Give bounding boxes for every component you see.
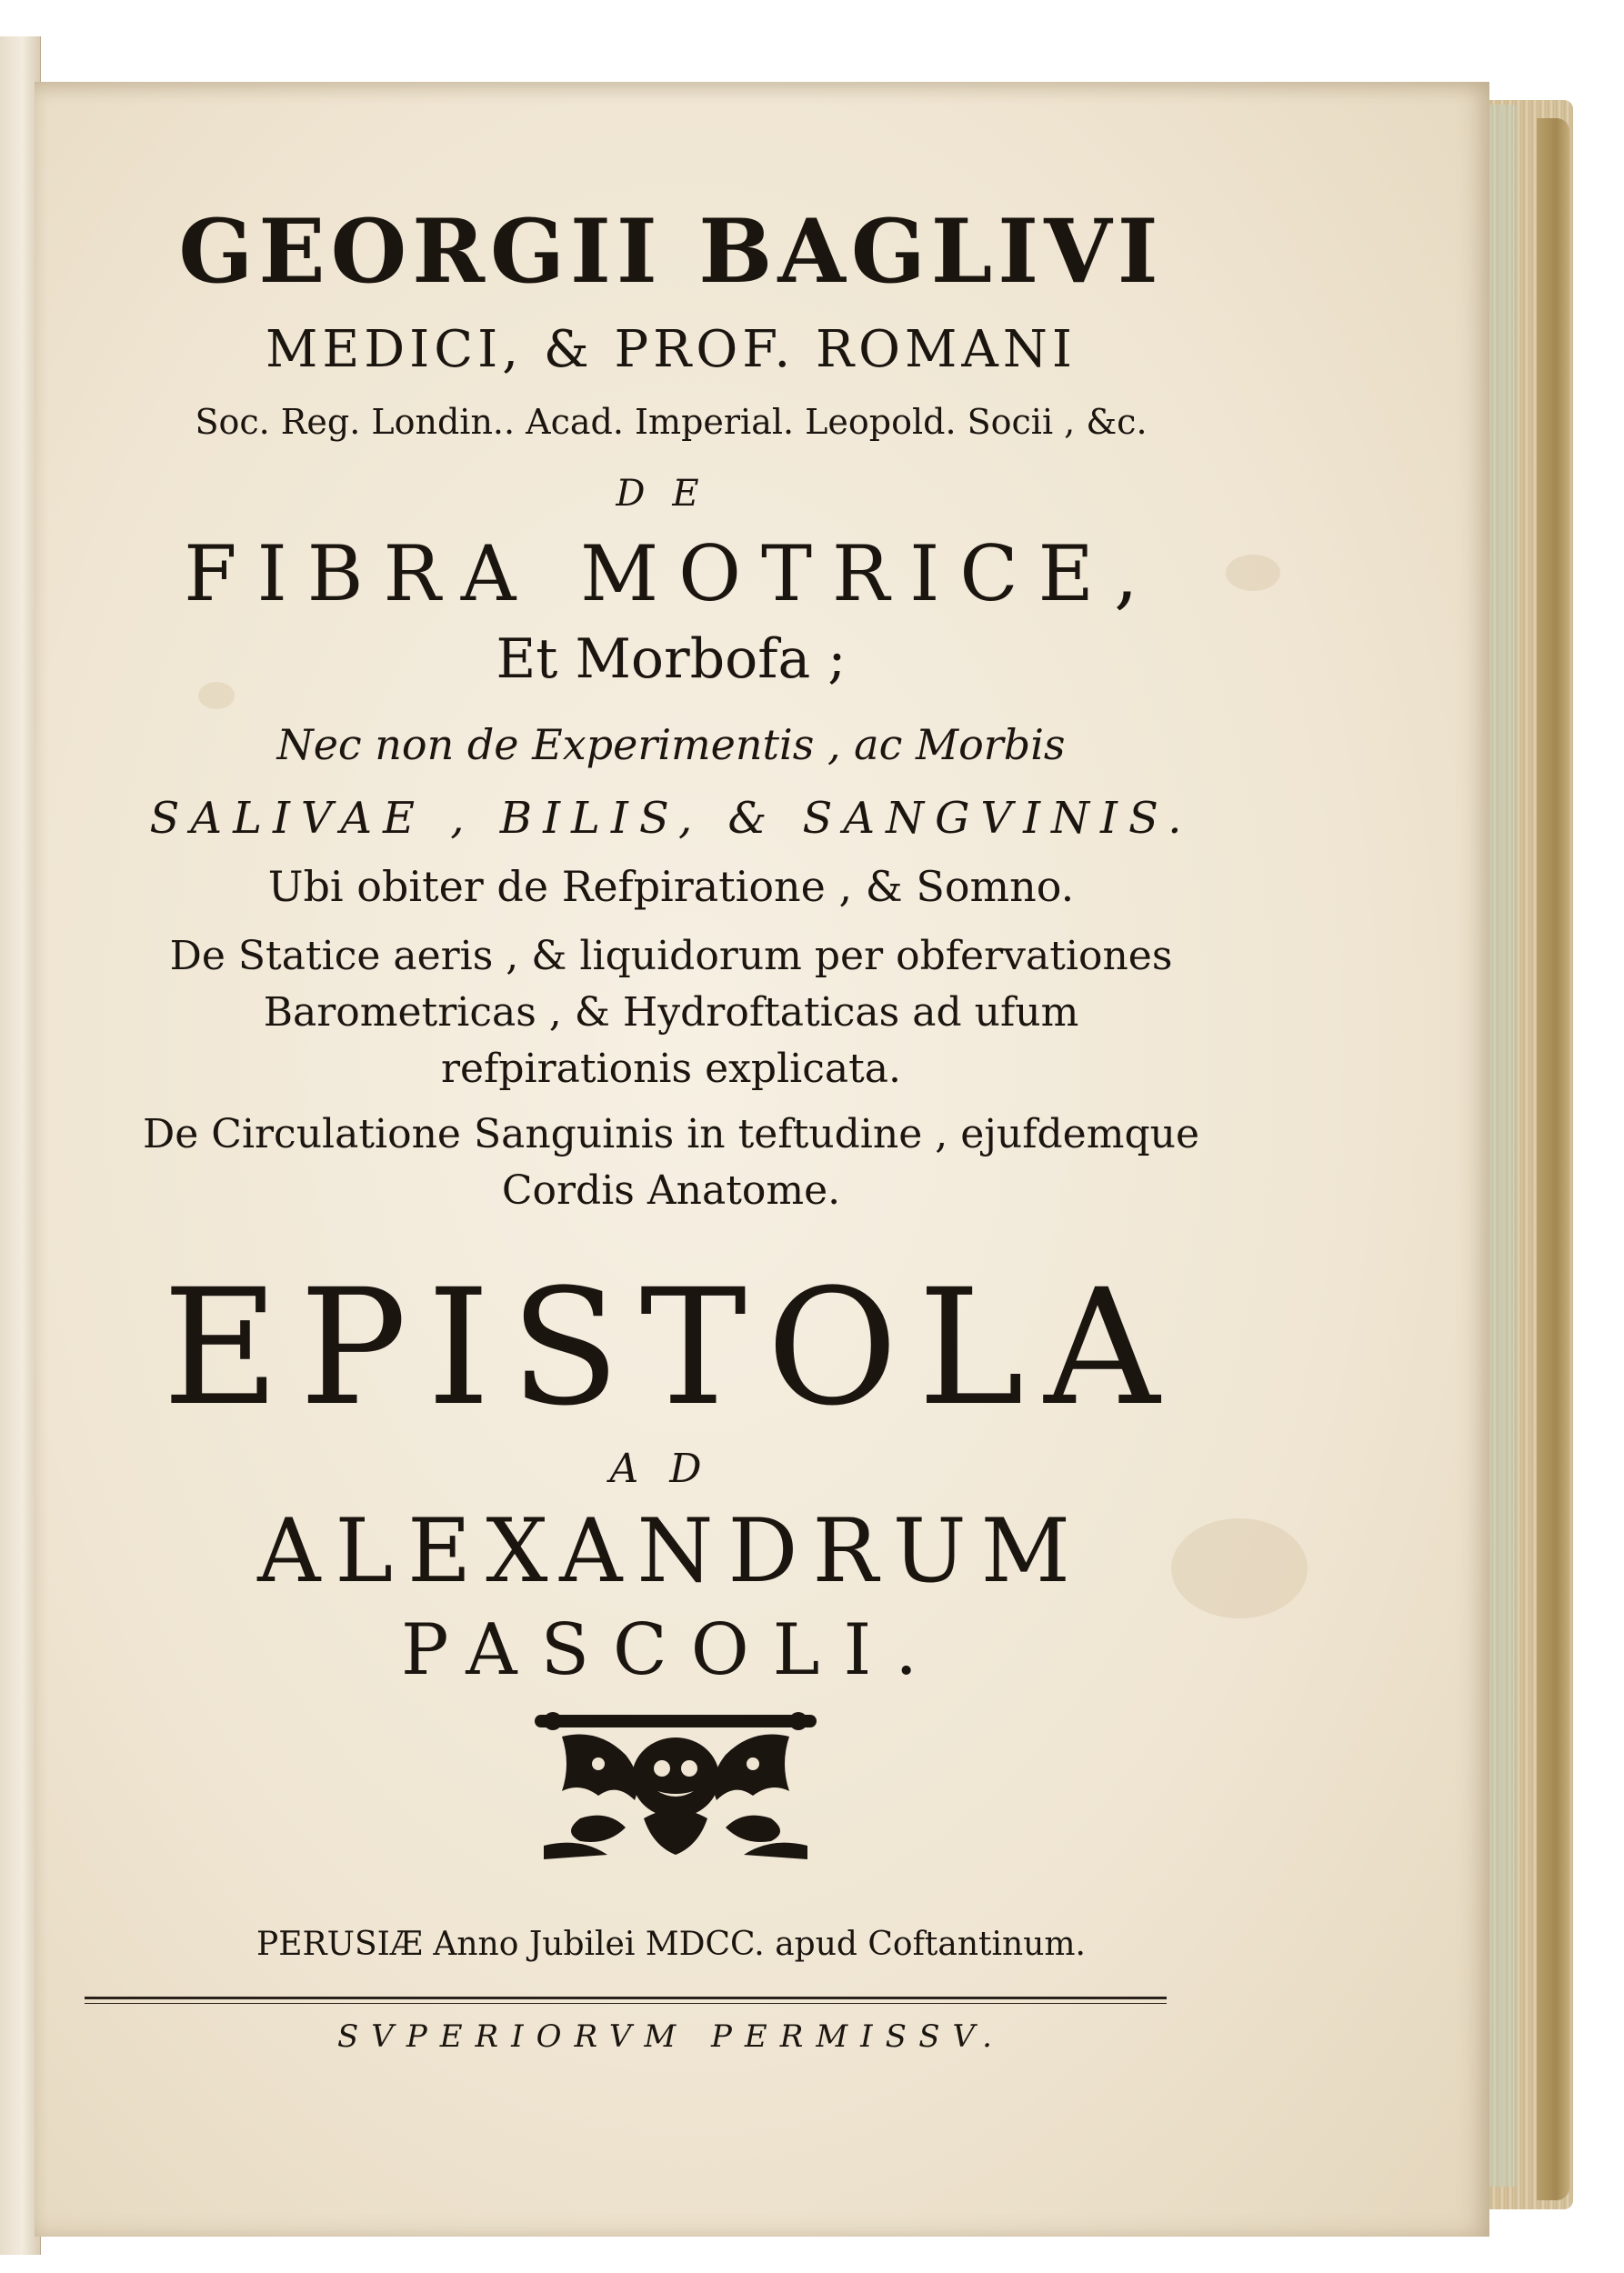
de-heading: DE: [616, 473, 727, 515]
circulation-line: Cordis Anatome.: [501, 1167, 841, 1214]
fluids-line: SALIVAE , BILIS, & SANGVINIS.: [149, 793, 1193, 844]
author-societies: Soc. Reg. Londin.. Acad. Imperial. Leopold. Socii , &c.: [195, 402, 1148, 442]
ubi-line: Ubi obiter de Refpiratione , & Somno.: [267, 862, 1075, 911]
ad-heading: AD: [609, 1446, 733, 1492]
author-name: GEORGII BAGLIVI: [178, 200, 1164, 303]
imprint-line: PERUSIÆ Anno Jubilei MDCC. apud Coftantinum.: [256, 1926, 1086, 1963]
book-cover-edge: [1537, 118, 1569, 2200]
title-page: [35, 82, 1489, 2237]
statice-line: Barometricas , & Hydroftaticas ad ufum: [263, 989, 1079, 1036]
nec-line: Nec non de Experimentis , ac Morbis: [276, 720, 1066, 769]
main-title: FIBRA MOTRICE,: [184, 529, 1158, 618]
printers-ornament-icon: [526, 1709, 826, 1864]
recipient-first-name: ALEXANDRUM: [257, 1500, 1085, 1602]
main-subtitle: Et Morbofa ;: [496, 627, 847, 691]
permissu-line: SVPERIORVM PERMISSV.: [337, 2018, 1005, 2055]
recipient-last-name: PASCOLI.: [400, 1609, 942, 1691]
statice-line: De Statice aeris , & liquidorum per obfervationes: [169, 933, 1173, 979]
statice-line: refpirationis explicata.: [440, 1046, 902, 1092]
imprint-rule: [85, 1997, 1167, 1999]
author-credentials: MEDICI, & PROF. ROMANI: [266, 320, 1077, 379]
circulation-line: De Circulatione Sanguinis in teftudine , ejufdemque: [142, 1111, 1199, 1157]
imprint-rule-thin: [85, 2003, 1167, 2004]
epistola-heading: EPISTOLA: [162, 1255, 1180, 1441]
